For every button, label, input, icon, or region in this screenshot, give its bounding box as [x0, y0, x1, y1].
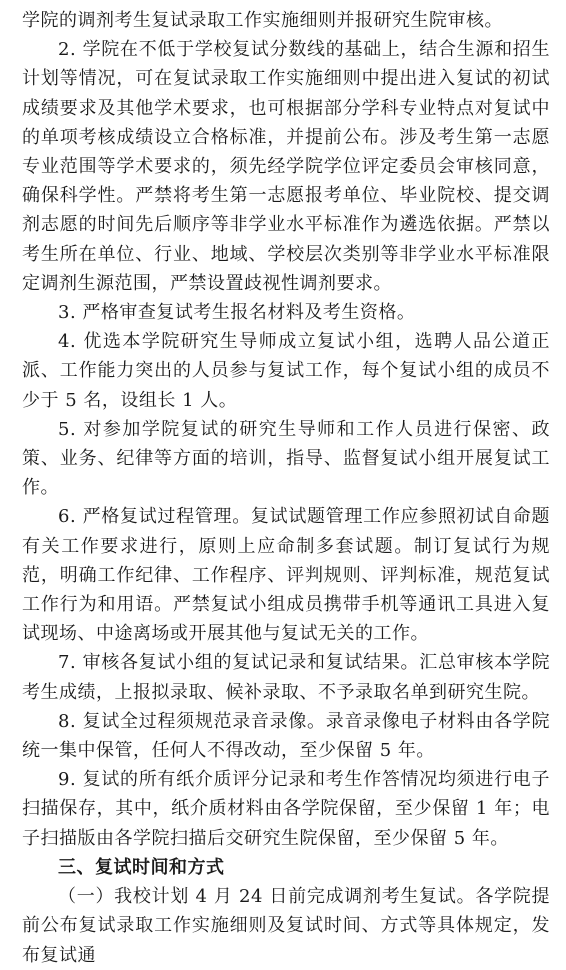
section-heading: 三、复试时间和方式	[58, 856, 225, 878]
paragraph-item-8: 8. 复试全过程须规范录音录像。录音录像电子材料由各学院统一集中保管，任何人不得改动，至少保留 5 年。	[22, 710, 550, 762]
paragraph-item-3: 3. 严格审查复试考生报名材料及考生资格。	[58, 302, 416, 324]
paragraph-item-9: 9. 复试的所有纸介质评分记录和考生作答情况均须进行电子扫描保存，其中，纸介质材料由各学院保留，至少保留 1 年；电子扫描版由各学院扫描后交研究生院保留，至少保留 5 年。	[22, 769, 550, 849]
paragraph-item-6: 6. 严格复试过程管理。复试试题管理工作应参照初试自命题有关工作要求进行，原则上应命制多套试题。制订复试行为规范，明确工作纪律、工作程序、评判规则、评判标准，规范复试工作行为和用语。严禁复试小组成员携带手机等通讯工具进入复试现场、中途离场或开展其他与复试无关的工作。	[22, 506, 550, 645]
paragraph-item-4: 4. 优选本学院研究生导师成立复试小组，选聘人品公道正派、工作能力突出的人员参与复试工作，每个复试小组的成员不少于 5 名，设组长 1 人。	[22, 331, 550, 411]
paragraph-item-7: 7. 审核各复试小组的复试记录和复试结果。汇总审核本学院考生成绩，上报拟录取、候补录取、不予录取名单到研究生院。	[22, 652, 550, 703]
paragraph-item-2: 2. 学院在不低于学校复试分数线的基础上，结合生源和招生计划等情况，可在复试录取工作实施细则中提出进入复试的初试成绩要求及其他学术要求，也可根据部分学科专业特点对复试中的单项考核成绩设立合格标准，并提前公布。涉及考生第一志愿专业范围等学术要求的，须先经学院学位评定委员会审核同意，确保科学性。严禁将考生第一志愿报考单位、毕业院校、提交调剂志愿的时间先后顺序等非学业水平标准作为遴选依据。严禁以考生所在单位、行业、地域、学校层次类别等非学业水平标准限定调剂生源范围，严禁设置歧视性调剂要求。	[22, 39, 550, 294]
paragraph-continuation: 学院的调剂考生复试录取工作实施细则并报研究生院审核。	[22, 10, 503, 31]
paragraph-final: （一）我校计划 4 月 24 日前完成调剂考生复试。各学院提前公布复试录取工作实施细则及复试时间、方式等具体规定，发布复试通	[22, 886, 550, 966]
paragraph-item-5: 5. 对参加学院复试的研究生导师和工作人员进行保密、政策、业务、纪律等方面的培训，指导、监督复试小组开展复试工作。	[22, 418, 550, 499]
